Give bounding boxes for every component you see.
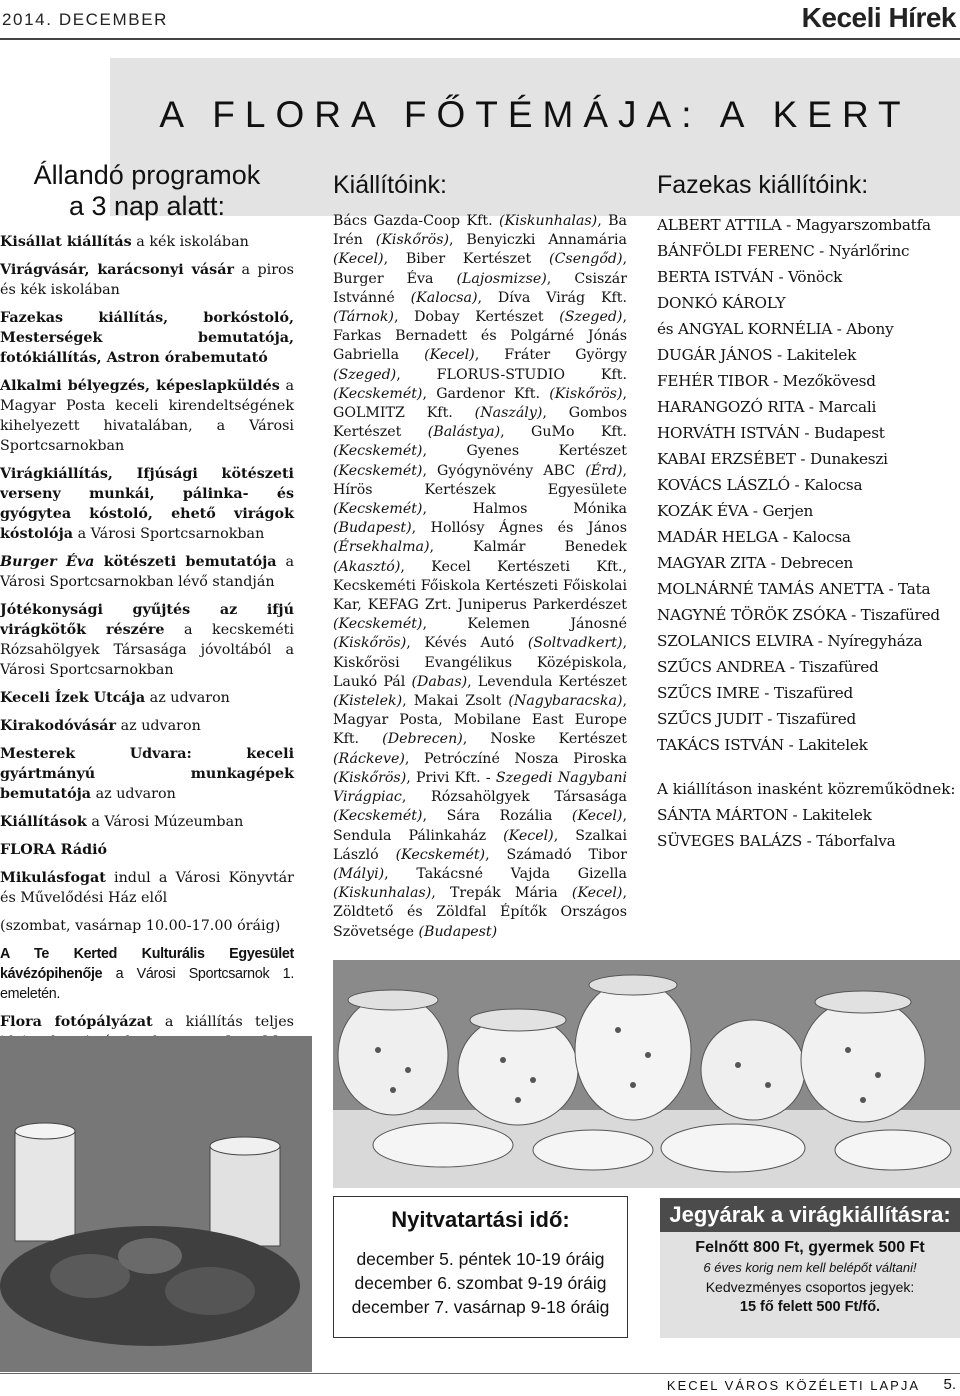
exhibitor-location: (Kecskemét)	[333, 462, 423, 479]
program-item	[0, 376, 294, 456]
exhibitor-location: (Kecel)	[503, 827, 554, 844]
exhibitor-name: , Gyenes Kertészet	[422, 443, 627, 460]
program-item-text: Kisállat kiállítás	[0, 234, 132, 250]
exhibitor-location: (Naszály)	[474, 405, 543, 422]
exhibitor-name: , Noske Kertészet	[462, 731, 628, 748]
program-item	[0, 716, 294, 736]
programs-heading	[0, 160, 294, 222]
exhibitor-location: (Budapest)	[333, 520, 412, 537]
exhibitor-location: (Érsekhalma)	[333, 539, 430, 556]
exhibitor-location: (Balástya)	[427, 424, 501, 441]
potters-list	[657, 212, 960, 758]
footer-publication: KECEL VÁROS KÖZÉLETI LAPJA	[666, 1378, 920, 1393]
potter-item: DUGÁR JÁNOS - Lakitelek	[657, 346, 857, 364]
program-item-text: a Városi Sportcsarnok 1. emeletén.	[0, 966, 294, 1002]
program-item-text: Kiállítások	[0, 814, 87, 830]
exhibitor-name: , Csiszár Istvánné	[333, 270, 627, 306]
exhibitor-name: , Ba Irén	[333, 213, 628, 249]
exhibitor-location: (Szeged)	[559, 309, 623, 326]
program-item-text: Mesterek Udvara: keceli gyártmányú munkagépek bemutatója	[0, 746, 294, 802]
footer-rule	[0, 1373, 960, 1374]
exhibitor-name: , Dobay Kertészet	[393, 309, 560, 326]
potter-item: NAGYNÉ TÖRÖK ZSÓKA - Tiszafüred	[657, 606, 940, 624]
exhibitor-name: , Kalmár Benedek	[429, 539, 627, 556]
ticket-prices-title: Jegyárak a virágkiállításra:	[660, 1198, 960, 1232]
exhibitor-location: (Kecel)	[333, 251, 384, 268]
program-item-text: Fazekas kiállítás, borkóstoló, Mesterségek bemutatója, fotókiállítás, Astron órabemutató	[0, 310, 294, 366]
potter-item: SZOLANICS ELVIRA - Nyíregyháza	[657, 632, 923, 650]
exhibitor-location: Szegedi Nagybani Virágpiac	[333, 769, 627, 806]
program-item	[0, 944, 294, 1004]
group-ticket-label: Kedvezményes csoportos jegyek:	[705, 1279, 915, 1295]
program-item	[0, 812, 294, 832]
apprentice-item: SÜVEGES BALÁZS - Táborfalva	[657, 832, 896, 850]
exhibitor-location: (Kecskemét)	[333, 616, 423, 633]
exhibitor-location: (Kecel)	[571, 808, 623, 825]
potter-item: BÁNFÖLDI FERENC - Nyárlőrinc	[657, 242, 910, 260]
program-item-text: Burger Éva	[0, 554, 95, 570]
exhibitor-name: , Burger Éva	[333, 251, 627, 287]
program-item	[0, 600, 294, 680]
exhibitor-location: (Csengőd)	[549, 251, 623, 268]
program-item	[0, 552, 294, 592]
potter-item: FEHÉR TIBOR - Mezőkövesd	[657, 372, 876, 390]
ticket-prices-box	[660, 1198, 960, 1338]
exhibitor-name: , Biber Kertészet	[383, 251, 550, 268]
exhibitor-name: , Hírös Kertészek Egyesülete	[333, 462, 627, 498]
exhibitor-name: Bács Gazda-Coop Kft.	[333, 213, 499, 229]
program-item-text: indul a Városi Könyvtár és Művelődési Ház elől	[0, 870, 294, 906]
exhibitor-name: , Szalkai László	[333, 827, 627, 863]
header-rule	[0, 38, 960, 40]
exhibitor-name: , Privi Kft. -	[406, 769, 496, 786]
exhibitor-name: , Gyógynövény ABC	[422, 462, 586, 479]
exhibitor-location: (Kecskemét)	[333, 808, 423, 825]
exhibitor-location: (Kecel)	[571, 885, 623, 902]
program-item	[0, 688, 294, 708]
program-item	[0, 840, 294, 860]
program-item	[0, 916, 294, 936]
exhibitor-location: (Ráckeve)	[333, 750, 405, 767]
exhibitor-name: , Sára Rozália	[422, 808, 572, 825]
apprentices-heading: A kiállításon inasként közreműködnek:	[657, 780, 956, 798]
exhibitor-location: (Nagybaracska)	[508, 693, 623, 710]
programs-heading-line2: a 3 nap alatt:	[68, 191, 226, 221]
potter-item: HORVÁTH ISTVÁN - Budapest	[657, 424, 885, 442]
exhibitor-name: , Számadó Tibor	[485, 846, 627, 863]
exhibitor-location: (Dabas)	[411, 673, 468, 690]
programs-column	[0, 160, 294, 1080]
exhibitor-name: , Gombos Kertészet	[333, 405, 627, 441]
potters-heading: Fazekas kiállítóink:	[657, 171, 869, 199]
exhibitor-name: , Rózsahölgyek Társasága	[401, 789, 627, 806]
potter-item: DONKÓ KÁROLY	[657, 294, 786, 312]
exhibitor-location: (Kiskunhalas)	[333, 885, 432, 902]
exhibitor-name: , Díva Virág Kft.	[477, 289, 627, 306]
exhibitor-location: (Akasztó)	[333, 558, 401, 575]
exhibitor-location: (Budapest)	[418, 923, 498, 940]
exhibitor-location: (Kecskemét)	[395, 846, 486, 863]
publication-name: Keceli Hírek	[801, 2, 956, 33]
exhibitor-name: , Halmos Mónika	[422, 501, 627, 518]
potter-item: MADÁR HELGA - Kalocsa	[657, 528, 851, 546]
candle-photo-illustration	[0, 1036, 312, 1372]
exhibitor-location: (Lajosmizse)	[456, 270, 547, 287]
exhibitor-name: , GOLMITZ Kft.	[333, 385, 627, 422]
group-ticket-price: 15 fő felett 500 Ft/fő.	[739, 1299, 881, 1315]
exhibitor-location: (Kistelek)	[333, 693, 403, 710]
program-item-text: az udvaron	[145, 690, 230, 706]
exhibitors-text	[333, 212, 627, 942]
program-item-text: a kecskeméti Rózsahölgyek Társasága jóvoltából a Városi Sportcsarnokban	[0, 622, 294, 678]
exhibitor-location: (Kecel)	[424, 347, 475, 364]
program-item-text: FLORA Rádió	[0, 842, 108, 858]
exhibitor-location: (Soltvadkert)	[527, 635, 623, 652]
opening-hours-box	[333, 1196, 628, 1338]
program-item	[0, 868, 294, 908]
program-item-text: az udvaron	[91, 786, 176, 802]
issue-date: 2014. DECEMBER	[2, 10, 169, 29]
potter-item: BERTA ISTVÁN - Vönöck	[657, 268, 843, 286]
candle-arrangement-photo	[0, 1036, 312, 1372]
exhibitor-name: , Kecel Kertészeti Kft., Kecskeméti Főiskola Kertészeti Főiskolai Kar, KEFAG Zrt. Juniperus Parkerdészet	[333, 558, 627, 614]
exhibitor-name: , Hollósy Ágnes és János	[411, 520, 627, 537]
exhibitor-location: (Kiskőrös)	[333, 769, 407, 786]
program-item-text: Keceli Ízek Utcája	[0, 690, 146, 706]
program-item-text: az udvaron	[116, 718, 201, 734]
potter-item: MOLNÁRNÉ TAMÁS ANETTA - Tata	[657, 580, 931, 598]
exhibitor-name: , Takácsné Vajda Gizella	[384, 865, 627, 882]
exhibitor-location: (Kiskőrös)	[333, 635, 407, 652]
programs-heading-line1: Állandó programok	[33, 160, 261, 190]
potter-item: és ANGYAL KORNÉLIA - Abony	[657, 320, 894, 338]
potter-item: SZŰCS IMRE - Tiszafüred	[657, 684, 854, 702]
exhibitor-name: , Zöldtető és Zöldfal Építők Országos Szövetsége	[333, 885, 627, 940]
program-item-text: a piros és kék iskolában	[0, 262, 294, 298]
exhibitor-location: (Szeged)	[333, 366, 397, 383]
program-list	[0, 232, 294, 1072]
exhibitors-heading: Kiállítóink:	[333, 171, 447, 199]
ticket-age-note: 6 éves korig nem kell belépőt váltani!	[703, 1260, 917, 1275]
program-item	[0, 308, 294, 368]
program-item	[0, 464, 294, 544]
exhibitor-location: (Kiskőrös)	[549, 385, 623, 402]
exhibitor-name: , Farkas Bernadett és Polgárné Jónás Gabriella	[333, 309, 627, 364]
exhibitor-name: , Gardenor Kft.	[422, 385, 550, 402]
apprentices-list	[657, 802, 960, 854]
program-item-text: Virágkiállítás, Ifjúsági kötészeti verseny munkái, pálinka- és gyógytea kóstoló, ehető virágok kóstolója	[0, 466, 294, 542]
pottery-photo-illustration	[333, 960, 960, 1188]
program-item-text: kötészeti bemutatója	[94, 554, 277, 570]
exhibitor-name: , Petróczíné Nosza Piroska	[404, 750, 627, 767]
potter-item: KABAI ERZSÉBET - Dunakeszi	[657, 450, 888, 468]
exhibitor-location: (Érd)	[585, 462, 623, 479]
program-item-text: Alkalmi bélyegzés, képeslapküldés	[0, 378, 280, 394]
pottery-photo	[333, 960, 960, 1188]
exhibitor-name: , FLORUS-STUDIO Kft.	[396, 366, 627, 383]
exhibitor-name: , Levendula Kertészet	[467, 673, 627, 690]
potter-item: TAKÁCS ISTVÁN - Lakitelek	[657, 736, 868, 754]
exhibitor-location: (Kiskőrös)	[375, 232, 450, 249]
program-item	[0, 744, 294, 804]
apprentice-item: SÁNTA MÁRTON - Lakitelek	[657, 806, 872, 824]
exhibitor-location: (Kecskemét)	[333, 501, 423, 518]
potter-item: KOVÁCS LÁSZLÓ - Kalocsa	[657, 476, 863, 494]
exhibitor-name: , Fráter György	[474, 347, 627, 364]
exhibitor-location: (Kalocsa)	[410, 289, 478, 306]
exhibitor-name: , GuMo Kft.	[500, 424, 627, 441]
potter-item: ALBERT ATTILA - Magyarszombatfa	[657, 216, 931, 234]
exhibitor-name: , Benyiczki Annamária	[449, 232, 628, 249]
program-item-text: Mikulásfogat	[0, 870, 106, 886]
exhibitor-location: (Kecskemét)	[333, 443, 423, 460]
potter-item: HARANGOZÓ RITA - Marcali	[657, 398, 877, 416]
opening-hours-line: december 6. szombat 9-19 óráig	[354, 1273, 607, 1293]
opening-hours-line: december 5. péntek 10-19 óráig	[356, 1249, 605, 1269]
exhibitor-location: (Mályi)	[333, 865, 385, 882]
exhibitors-column	[333, 168, 627, 942]
page-title: A FLORA FŐTÉMÁJA: A KERT	[159, 94, 911, 135]
exhibitor-name: , Trepák Mária	[431, 885, 572, 902]
program-item-text: A Te Kerted Kulturális Egyesület kávézópihenője	[0, 946, 294, 982]
program-item	[0, 260, 294, 300]
exhibitor-name: , Kelemen Jánosné	[422, 616, 627, 633]
program-item-text: Virágvásár, karácsonyi vásár	[0, 262, 235, 278]
program-item-text: , a Városi Sportcsarnokban	[0, 418, 294, 454]
program-item-text: a Városi Múzeumban	[86, 814, 244, 830]
potters-column	[657, 168, 960, 854]
program-item	[0, 232, 294, 252]
program-item-text: a Városi Sportcsarnokban lévő standján	[0, 554, 294, 590]
exhibitor-name: , Magyar Posta, Mobilane East Europe Kft.	[333, 693, 627, 748]
opening-hours-line: december 7. vasárnap 9-18 óráig	[351, 1297, 610, 1317]
exhibitor-name: , Sendula Pálinkaház	[333, 808, 627, 844]
program-item-text: Kirakodóvásár	[0, 718, 117, 734]
program-item-text: a Magyar Posta keceli kirendeltségének kihelyezett hivatalában	[0, 378, 295, 434]
potter-item: SZŰCS ANDREA - Tiszafüred	[657, 658, 879, 676]
program-item-text: a kék iskolában	[131, 234, 249, 250]
exhibitor-location: (Debrecen)	[382, 731, 463, 748]
program-item-text: Flora fotópályázat	[0, 1014, 153, 1030]
exhibitor-location: (Kecskemét)	[333, 385, 423, 402]
potter-item: SZŰCS JUDIT - Tiszafüred	[657, 710, 857, 728]
ticket-prices-main: Felnőtt 800 Ft, gyermek 500 Ft	[695, 1239, 925, 1256]
program-item-text: (szombat, vasárnap 10.00-17.00 óráig)	[0, 918, 281, 934]
potter-item: MAGYAR ZITA - Debrecen	[657, 554, 854, 572]
program-item-text: a Városi Sportcsarnokban	[73, 526, 265, 542]
page-number: 5.	[943, 1376, 956, 1393]
potter-item: KOZÁK ÉVA - Gerjen	[657, 502, 814, 520]
opening-hours-title: Nyitvatartási idő:	[391, 1207, 570, 1232]
exhibitor-name: , Kiskőrösi Evangélikus Középiskola, Laukó Pál	[333, 635, 627, 690]
exhibitor-name: , Makai Zsolt	[402, 693, 509, 710]
program-item-text: Jótékonysági gyűjtés az ifjú virágkötők részére	[0, 602, 294, 638]
exhibitor-name: , Kévés Autó	[406, 635, 528, 652]
exhibitor-location: (Kiskunhalas)	[498, 213, 598, 229]
program-item-text: a kiállítás teljes	[164, 1014, 295, 1030]
exhibitor-location: (Tárnok)	[333, 309, 394, 326]
